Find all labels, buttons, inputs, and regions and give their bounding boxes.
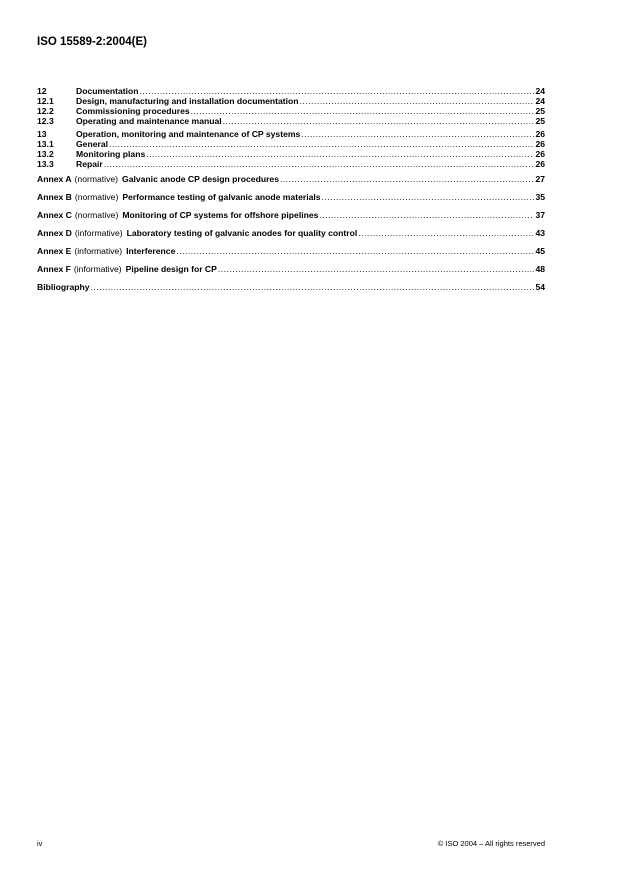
annex-id: Annex A xyxy=(37,174,72,184)
toc-entry-number: 13 xyxy=(37,129,47,139)
toc-annex-d[interactable] xyxy=(37,228,545,238)
annex-id: Annex C xyxy=(37,210,72,220)
toc-entry[interactable] xyxy=(37,86,545,96)
annex-page: 37 xyxy=(535,210,545,220)
annex-kind: (normative) xyxy=(74,210,119,220)
dot-leader xyxy=(322,192,535,202)
annex-kind: (normative) xyxy=(74,192,119,202)
toc-entry-page: 24 xyxy=(535,96,545,106)
toc-entry[interactable] xyxy=(37,96,545,106)
copyright-notice: © ISO 2004 – All rights reserved xyxy=(437,839,545,848)
document-id-header: ISO 15589-2:2004(E) xyxy=(37,36,147,48)
annex-id: Annex F xyxy=(37,264,71,274)
toc-bibliography[interactable] xyxy=(37,282,545,292)
annex-title: Performance testing of galvanic anode materials xyxy=(122,192,321,202)
bibliography-page: 54 xyxy=(535,282,545,292)
annex-title: Monitoring of CP systems for offshore pipelines xyxy=(122,210,319,220)
annex-page: 43 xyxy=(535,228,545,238)
toc-annex-e[interactable] xyxy=(37,246,545,256)
annex-title: Laboratory testing of galvanic anodes for quality control xyxy=(126,228,358,238)
toc-annex-f[interactable] xyxy=(37,264,545,274)
dot-leader xyxy=(223,116,535,126)
page-footer xyxy=(37,839,545,848)
toc-entry-page: 26 xyxy=(535,139,545,149)
toc-annex-a[interactable] xyxy=(37,174,545,184)
dot-leader xyxy=(301,129,534,139)
annex-kind: (informative) xyxy=(74,228,123,238)
toc-entry-page: 26 xyxy=(535,129,545,139)
annex-page: 45 xyxy=(535,246,545,256)
table-of-contents xyxy=(37,86,545,300)
annex-title: Pipeline design for CP xyxy=(125,264,217,274)
dot-leader xyxy=(358,228,534,238)
annex-title: Interference xyxy=(126,246,176,256)
toc-entry-title: General xyxy=(76,139,109,149)
dot-leader xyxy=(176,246,534,256)
annex-page: 27 xyxy=(535,174,545,184)
toc-entry-page: 26 xyxy=(535,149,545,159)
annex-title: Galvanic anode CP design procedures xyxy=(122,174,279,184)
toc-entry-title: Operating and maintenance manual xyxy=(76,116,222,126)
toc-entry-page: 24 xyxy=(535,86,545,96)
dot-leader xyxy=(146,149,534,159)
bibliography-title: Bibliography xyxy=(37,282,90,292)
toc-entry-number: 13.1 xyxy=(37,139,54,149)
dot-leader xyxy=(300,96,535,106)
toc-entry-title: Commissioning procedures xyxy=(76,106,190,116)
dot-leader xyxy=(218,264,535,274)
dot-leader xyxy=(280,174,534,184)
page-number: iv xyxy=(37,839,43,848)
toc-entry-title: Design, manufacturing and installation documentation xyxy=(76,96,299,106)
toc-entry-title: Operation, monitoring and maintenance of CP systems xyxy=(76,129,301,139)
toc-entry-page: 25 xyxy=(535,106,545,116)
toc-entry[interactable] xyxy=(37,129,545,139)
toc-entry-page: 26 xyxy=(535,159,545,169)
toc-entry-page: 25 xyxy=(535,116,545,126)
annex-page: 35 xyxy=(535,192,545,202)
annex-id: Annex E xyxy=(37,246,72,256)
annex-page: 48 xyxy=(535,264,545,274)
dot-leader xyxy=(191,106,535,116)
toc-entry-title: Monitoring plans xyxy=(76,149,146,159)
annex-kind: (informative) xyxy=(74,246,123,256)
toc-entry[interactable] xyxy=(37,159,545,169)
annex-kind: (informative) xyxy=(73,264,122,274)
dot-leader xyxy=(319,210,534,220)
toc-entry-title: Repair xyxy=(76,159,103,169)
toc-entry-number: 12.2 xyxy=(37,106,54,116)
toc-entry-number: 13.2 xyxy=(37,149,54,159)
toc-entry[interactable] xyxy=(37,149,545,159)
toc-entry-number: 12.1 xyxy=(37,96,54,106)
toc-entry[interactable] xyxy=(37,116,545,126)
dot-leader xyxy=(109,139,534,149)
annex-id: Annex B xyxy=(37,192,72,202)
annex-id: Annex D xyxy=(37,228,72,238)
toc-section-12 xyxy=(37,86,545,126)
toc-section-13 xyxy=(37,129,545,169)
annex-kind: (normative) xyxy=(74,174,119,184)
toc-entry-title: Documentation xyxy=(76,86,139,96)
dot-leader xyxy=(91,282,535,292)
toc-annex-c[interactable] xyxy=(37,210,545,220)
dot-leader xyxy=(140,86,535,96)
dot-leader xyxy=(104,159,535,169)
toc-annex-b[interactable] xyxy=(37,192,545,202)
toc-entry-number: 12 xyxy=(37,86,47,96)
toc-entry[interactable] xyxy=(37,139,545,149)
toc-entry-number: 12.3 xyxy=(37,116,54,126)
toc-entry-number: 13.3 xyxy=(37,159,54,169)
toc-entry[interactable] xyxy=(37,106,545,116)
